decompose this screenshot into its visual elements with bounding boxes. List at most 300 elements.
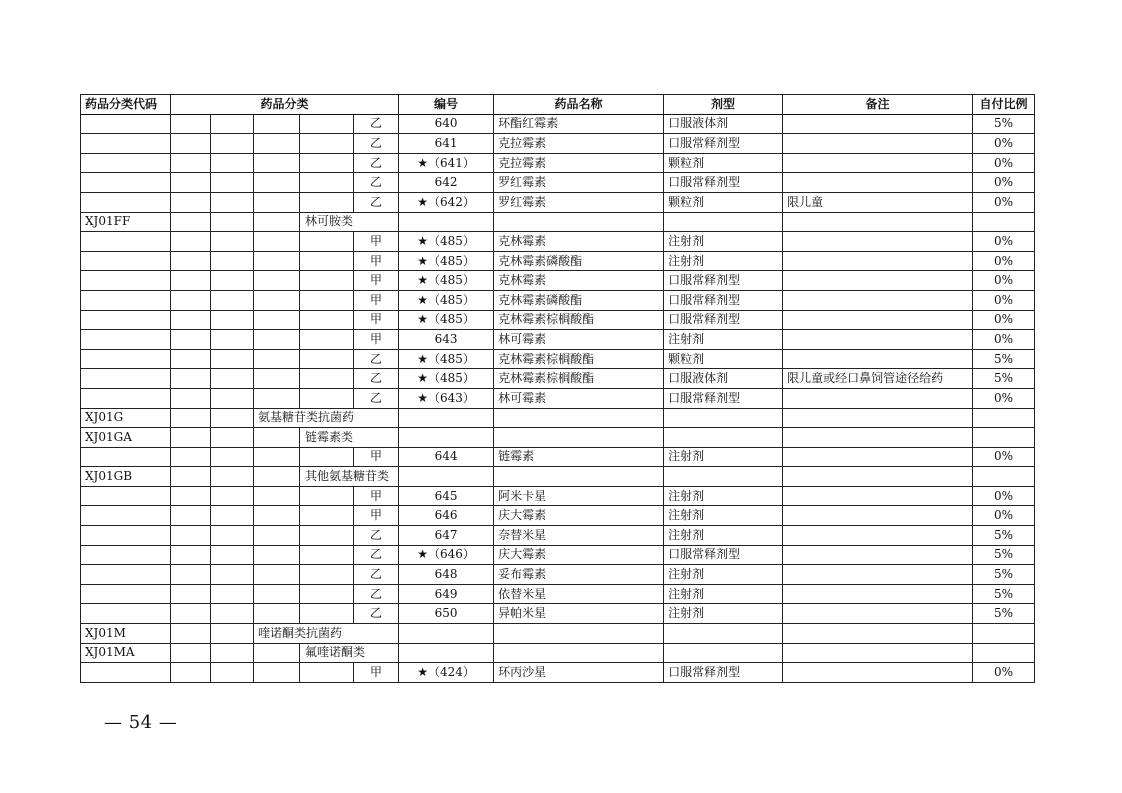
note-cell <box>783 663 973 683</box>
drug-number-cell: ★（646） <box>399 545 494 565</box>
self-pay-ratio-cell <box>973 408 1035 428</box>
category-cell <box>300 663 354 683</box>
category-cell <box>300 310 354 330</box>
dosage-form-cell: 注射剂 <box>664 251 783 271</box>
self-pay-ratio-cell: 0% <box>973 232 1035 252</box>
category-label-cell: 氨基糖苷类抗菌药 <box>254 408 399 428</box>
category-row <box>81 408 1035 428</box>
category-cell <box>300 173 354 193</box>
category-cell <box>171 643 211 663</box>
note-cell <box>783 428 973 448</box>
category-cell <box>171 369 211 389</box>
table-row <box>81 584 1035 604</box>
drug-number-cell: 648 <box>399 565 494 585</box>
category-cell <box>171 663 211 683</box>
dosage-form-cell: 口服常释剂型 <box>664 663 783 683</box>
table-row <box>81 232 1035 252</box>
drug-name-cell: 克林霉素磷酸酯 <box>494 251 664 271</box>
table-body <box>81 114 1035 682</box>
category-cell <box>300 114 354 134</box>
table-row <box>81 330 1035 350</box>
drug-class-cell: 甲 <box>354 290 399 310</box>
dosage-form-cell: 注射剂 <box>664 604 783 624</box>
category-cell <box>254 134 300 154</box>
category-cell <box>254 584 300 604</box>
dosage-form-cell <box>664 624 783 644</box>
dosage-form-cell: 口服常释剂型 <box>664 388 783 408</box>
note-cell: 限儿童或经口鼻饲管途径给药 <box>783 369 973 389</box>
drug-class-cell: 乙 <box>354 565 399 585</box>
drug-name-cell: 林可霉素 <box>494 330 664 350</box>
self-pay-ratio-cell <box>973 643 1035 663</box>
drug-name-cell: 克林霉素棕榈酸酯 <box>494 310 664 330</box>
drug-class-cell: 甲 <box>354 232 399 252</box>
dosage-form-cell: 口服常释剂型 <box>664 173 783 193</box>
category-code-cell <box>81 330 171 350</box>
drug-class-cell: 乙 <box>354 192 399 212</box>
self-pay-ratio-cell: 0% <box>973 290 1035 310</box>
category-cell <box>171 330 211 350</box>
drug-number-cell <box>399 212 494 232</box>
drug-number-cell: ★（485） <box>399 369 494 389</box>
self-pay-ratio-cell: 5% <box>973 526 1035 546</box>
header-category-code: 药品分类代码 <box>81 95 171 115</box>
category-cell <box>171 545 211 565</box>
drug-name-cell: 罗红霉素 <box>494 173 664 193</box>
category-cell <box>171 134 211 154</box>
header-number: 编号 <box>399 95 494 115</box>
category-code-cell: XJ01FF <box>81 212 171 232</box>
drug-number-cell: 645 <box>399 486 494 506</box>
category-cell <box>171 526 211 546</box>
dosage-form-cell <box>664 467 783 487</box>
drug-number-cell: 649 <box>399 584 494 604</box>
dosage-form-cell: 注射剂 <box>664 232 783 252</box>
category-cell <box>300 271 354 291</box>
drug-name-cell <box>494 624 664 644</box>
note-cell <box>783 251 973 271</box>
category-cell <box>300 604 354 624</box>
table-row <box>81 663 1035 683</box>
category-cell <box>211 526 254 546</box>
category-label-cell: 链霉素类 <box>300 428 399 448</box>
self-pay-ratio-cell: 0% <box>973 506 1035 526</box>
drug-number-cell: 643 <box>399 330 494 350</box>
category-cell <box>300 290 354 310</box>
dosage-form-cell <box>664 408 783 428</box>
drug-class-cell: 乙 <box>354 349 399 369</box>
table-row <box>81 290 1035 310</box>
self-pay-ratio-cell <box>973 467 1035 487</box>
self-pay-ratio-cell: 0% <box>973 663 1035 683</box>
drug-class-cell: 甲 <box>354 663 399 683</box>
category-cell <box>211 565 254 585</box>
category-code-cell <box>81 192 171 212</box>
category-code-cell: XJ01GA <box>81 428 171 448</box>
drug-number-cell: ★（485） <box>399 290 494 310</box>
category-cell <box>254 604 300 624</box>
category-cell <box>171 624 211 644</box>
drug-name-cell: 庆大霉素 <box>494 545 664 565</box>
note-cell <box>783 388 973 408</box>
category-code-cell <box>81 173 171 193</box>
self-pay-ratio-cell: 0% <box>973 330 1035 350</box>
category-cell <box>254 545 300 565</box>
category-code-cell <box>81 134 171 154</box>
dosage-form-cell <box>664 643 783 663</box>
category-cell <box>171 349 211 369</box>
category-code-cell <box>81 153 171 173</box>
category-code-cell <box>81 584 171 604</box>
drug-number-cell: ★（485） <box>399 310 494 330</box>
drug-name-cell <box>494 643 664 663</box>
category-cell <box>300 153 354 173</box>
drug-number-cell <box>399 428 494 448</box>
note-cell <box>783 565 973 585</box>
category-cell <box>171 584 211 604</box>
category-cell <box>300 232 354 252</box>
drug-class-cell: 乙 <box>354 153 399 173</box>
drug-name-cell: 克林霉素 <box>494 232 664 252</box>
table-row <box>81 506 1035 526</box>
note-cell <box>783 467 973 487</box>
category-code-cell: XJ01M <box>81 624 171 644</box>
note-cell <box>783 271 973 291</box>
note-cell <box>783 173 973 193</box>
dosage-form-cell <box>664 428 783 448</box>
category-cell <box>171 428 211 448</box>
category-cell <box>211 545 254 565</box>
table-row <box>81 369 1035 389</box>
category-code-cell <box>81 447 171 467</box>
note-cell <box>783 506 973 526</box>
category-cell <box>211 486 254 506</box>
category-code-cell <box>81 486 171 506</box>
dosage-form-cell: 注射剂 <box>664 565 783 585</box>
table-row <box>81 526 1035 546</box>
self-pay-ratio-cell: 0% <box>973 271 1035 291</box>
drug-name-cell: 克拉霉素 <box>494 153 664 173</box>
drug-class-cell: 甲 <box>354 310 399 330</box>
self-pay-ratio-cell: 0% <box>973 153 1035 173</box>
category-cell <box>171 232 211 252</box>
category-cell <box>211 388 254 408</box>
category-cell <box>300 388 354 408</box>
category-cell <box>254 486 300 506</box>
category-cell <box>171 604 211 624</box>
drug-name-cell: 链霉素 <box>494 447 664 467</box>
category-cell <box>211 663 254 683</box>
category-cell <box>211 212 254 232</box>
drug-class-cell: 乙 <box>354 584 399 604</box>
category-cell <box>300 506 354 526</box>
dosage-form-cell: 口服常释剂型 <box>664 545 783 565</box>
category-cell <box>171 447 211 467</box>
category-cell <box>254 526 300 546</box>
drug-name-cell: 林可霉素 <box>494 388 664 408</box>
drug-number-cell: 644 <box>399 447 494 467</box>
category-label-cell: 喹诺酮类抗菌药 <box>254 624 399 644</box>
self-pay-ratio-cell: 0% <box>973 388 1035 408</box>
table-row <box>81 349 1035 369</box>
drug-class-cell: 甲 <box>354 486 399 506</box>
category-cell <box>300 134 354 154</box>
dosage-form-cell: 口服液体剂 <box>664 114 783 134</box>
drug-name-cell: 异帕米星 <box>494 604 664 624</box>
category-cell <box>211 173 254 193</box>
self-pay-ratio-cell <box>973 428 1035 448</box>
category-cell <box>211 624 254 644</box>
category-row <box>81 643 1035 663</box>
note-cell <box>783 545 973 565</box>
category-cell <box>300 545 354 565</box>
category-cell <box>300 526 354 546</box>
table-row <box>81 565 1035 585</box>
category-cell <box>211 330 254 350</box>
dosage-form-cell: 颗粒剂 <box>664 153 783 173</box>
self-pay-ratio-cell: 0% <box>973 173 1035 193</box>
category-cell <box>211 251 254 271</box>
note-cell <box>783 212 973 232</box>
category-code-cell <box>81 663 171 683</box>
category-code-cell <box>81 604 171 624</box>
dosage-form-cell: 口服常释剂型 <box>664 134 783 154</box>
note-cell <box>783 486 973 506</box>
category-code-cell: XJ01MA <box>81 643 171 663</box>
drug-class-cell: 乙 <box>354 134 399 154</box>
category-cell <box>171 290 211 310</box>
category-cell <box>254 663 300 683</box>
category-cell <box>171 173 211 193</box>
category-cell <box>171 388 211 408</box>
note-cell <box>783 526 973 546</box>
self-pay-ratio-cell: 0% <box>973 447 1035 467</box>
category-cell <box>254 173 300 193</box>
drug-name-cell: 罗红霉素 <box>494 192 664 212</box>
category-row <box>81 212 1035 232</box>
drug-number-cell: ★（485） <box>399 349 494 369</box>
category-cell <box>254 565 300 585</box>
drug-number-cell: 641 <box>399 134 494 154</box>
note-cell: 限儿童 <box>783 192 973 212</box>
dosage-form-cell: 口服常释剂型 <box>664 290 783 310</box>
note-cell <box>783 114 973 134</box>
category-cell <box>171 114 211 134</box>
drug-class-cell: 甲 <box>354 330 399 350</box>
self-pay-ratio-cell: 5% <box>973 369 1035 389</box>
drug-number-cell: 650 <box>399 604 494 624</box>
dosage-form-cell: 口服常释剂型 <box>664 310 783 330</box>
category-code-cell <box>81 545 171 565</box>
self-pay-ratio-cell <box>973 624 1035 644</box>
category-cell <box>254 114 300 134</box>
note-cell <box>783 447 973 467</box>
drug-number-cell <box>399 408 494 428</box>
drug-number-cell: ★（485） <box>399 232 494 252</box>
category-code-cell <box>81 388 171 408</box>
category-cell <box>254 251 300 271</box>
page-number: — 54 — <box>104 712 178 733</box>
header-drug-name: 药品名称 <box>494 95 664 115</box>
self-pay-ratio-cell: 0% <box>973 310 1035 330</box>
drug-class-cell: 乙 <box>354 526 399 546</box>
dosage-form-cell: 颗粒剂 <box>664 349 783 369</box>
dosage-form-cell: 注射剂 <box>664 526 783 546</box>
dosage-form-cell <box>664 212 783 232</box>
category-cell <box>171 251 211 271</box>
category-cell <box>254 388 300 408</box>
category-row <box>81 428 1035 448</box>
category-cell <box>211 134 254 154</box>
dosage-form-cell: 注射剂 <box>664 506 783 526</box>
drug-name-cell: 阿米卡星 <box>494 486 664 506</box>
drug-number-cell: ★（642） <box>399 192 494 212</box>
category-cell <box>254 447 300 467</box>
category-cell <box>211 428 254 448</box>
drug-class-cell: 甲 <box>354 251 399 271</box>
drug-class-cell: 乙 <box>354 369 399 389</box>
self-pay-ratio-cell: 5% <box>973 114 1035 134</box>
category-cell <box>300 251 354 271</box>
note-cell <box>783 330 973 350</box>
drug-number-cell: 647 <box>399 526 494 546</box>
drug-class-cell: 甲 <box>354 447 399 467</box>
category-cell <box>171 506 211 526</box>
category-code-cell <box>81 565 171 585</box>
category-cell <box>171 467 211 487</box>
category-cell <box>171 486 211 506</box>
self-pay-ratio-cell: 5% <box>973 545 1035 565</box>
category-cell <box>211 114 254 134</box>
category-code-cell: XJ01GB <box>81 467 171 487</box>
note-cell <box>783 134 973 154</box>
category-cell <box>254 369 300 389</box>
table-row <box>81 114 1035 134</box>
dosage-form-cell: 注射剂 <box>664 584 783 604</box>
category-cell <box>300 192 354 212</box>
drug-class-cell: 乙 <box>354 604 399 624</box>
category-code-cell <box>81 369 171 389</box>
drug-number-cell: 640 <box>399 114 494 134</box>
table-row <box>81 173 1035 193</box>
category-code-cell: XJ01G <box>81 408 171 428</box>
category-cell <box>254 310 300 330</box>
table-row <box>81 271 1035 291</box>
category-cell <box>211 447 254 467</box>
drug-name-cell: 克林霉素棕榈酸酯 <box>494 349 664 369</box>
drug-number-cell: ★（643） <box>399 388 494 408</box>
note-cell <box>783 290 973 310</box>
table-row <box>81 192 1035 212</box>
category-cell <box>254 153 300 173</box>
category-cell <box>211 604 254 624</box>
dosage-form-cell: 注射剂 <box>664 486 783 506</box>
category-cell <box>171 565 211 585</box>
category-cell <box>171 408 211 428</box>
drug-class-cell: 乙 <box>354 388 399 408</box>
category-cell <box>254 428 300 448</box>
note-cell <box>783 310 973 330</box>
table-row <box>81 604 1035 624</box>
drug-name-cell: 妥布霉素 <box>494 565 664 585</box>
header-dosage-form: 剂型 <box>664 95 783 115</box>
drug-number-cell: ★（641） <box>399 153 494 173</box>
drug-number-cell: ★（424） <box>399 663 494 683</box>
self-pay-ratio-cell: 0% <box>973 134 1035 154</box>
drug-name-cell: 克林霉素棕榈酸酯 <box>494 369 664 389</box>
note-cell <box>783 584 973 604</box>
category-code-cell <box>81 114 171 134</box>
note-cell <box>783 232 973 252</box>
category-cell <box>211 408 254 428</box>
category-cell <box>254 290 300 310</box>
category-cell <box>254 506 300 526</box>
drug-name-cell: 奈替米星 <box>494 526 664 546</box>
drug-number-cell <box>399 467 494 487</box>
category-label-cell: 其他氨基糖苷类 <box>300 467 399 487</box>
drug-number-cell: 642 <box>399 173 494 193</box>
category-cell <box>254 271 300 291</box>
drug-number-cell <box>399 624 494 644</box>
category-cell <box>211 369 254 389</box>
category-cell <box>254 232 300 252</box>
drug-name-cell <box>494 467 664 487</box>
table-row <box>81 134 1035 154</box>
category-label-cell: 氟喹诺酮类 <box>300 643 399 663</box>
category-cell <box>171 153 211 173</box>
self-pay-ratio-cell <box>973 212 1035 232</box>
dosage-form-cell: 注射剂 <box>664 330 783 350</box>
category-code-cell <box>81 271 171 291</box>
note-cell <box>783 624 973 644</box>
self-pay-ratio-cell: 5% <box>973 604 1035 624</box>
category-row <box>81 624 1035 644</box>
category-cell <box>254 330 300 350</box>
self-pay-ratio-cell: 0% <box>973 486 1035 506</box>
header-category: 药品分类 <box>171 95 399 115</box>
drug-name-cell <box>494 212 664 232</box>
category-cell <box>300 584 354 604</box>
category-cell <box>211 506 254 526</box>
note-cell <box>783 349 973 369</box>
drug-name-cell: 庆大霉素 <box>494 506 664 526</box>
category-cell <box>211 584 254 604</box>
category-cell <box>254 212 300 232</box>
category-cell <box>211 643 254 663</box>
note-cell <box>783 643 973 663</box>
dosage-form-cell: 口服液体剂 <box>664 369 783 389</box>
drug-class-cell: 乙 <box>354 114 399 134</box>
note-cell <box>783 604 973 624</box>
dosage-form-cell: 口服常释剂型 <box>664 271 783 291</box>
drug-name-cell <box>494 408 664 428</box>
category-cell <box>211 232 254 252</box>
drug-name-cell <box>494 428 664 448</box>
drug-number-cell: 646 <box>399 506 494 526</box>
drug-name-cell: 依替米星 <box>494 584 664 604</box>
category-cell <box>171 310 211 330</box>
table-row <box>81 545 1035 565</box>
drug-number-cell: ★（485） <box>399 251 494 271</box>
category-cell <box>300 330 354 350</box>
header-self-pay-ratio: 自付比例 <box>973 95 1035 115</box>
category-cell <box>300 349 354 369</box>
self-pay-ratio-cell: 5% <box>973 349 1035 369</box>
category-cell <box>254 643 300 663</box>
drug-class-cell: 甲 <box>354 271 399 291</box>
dosage-form-cell: 注射剂 <box>664 447 783 467</box>
drug-class-cell: 乙 <box>354 545 399 565</box>
